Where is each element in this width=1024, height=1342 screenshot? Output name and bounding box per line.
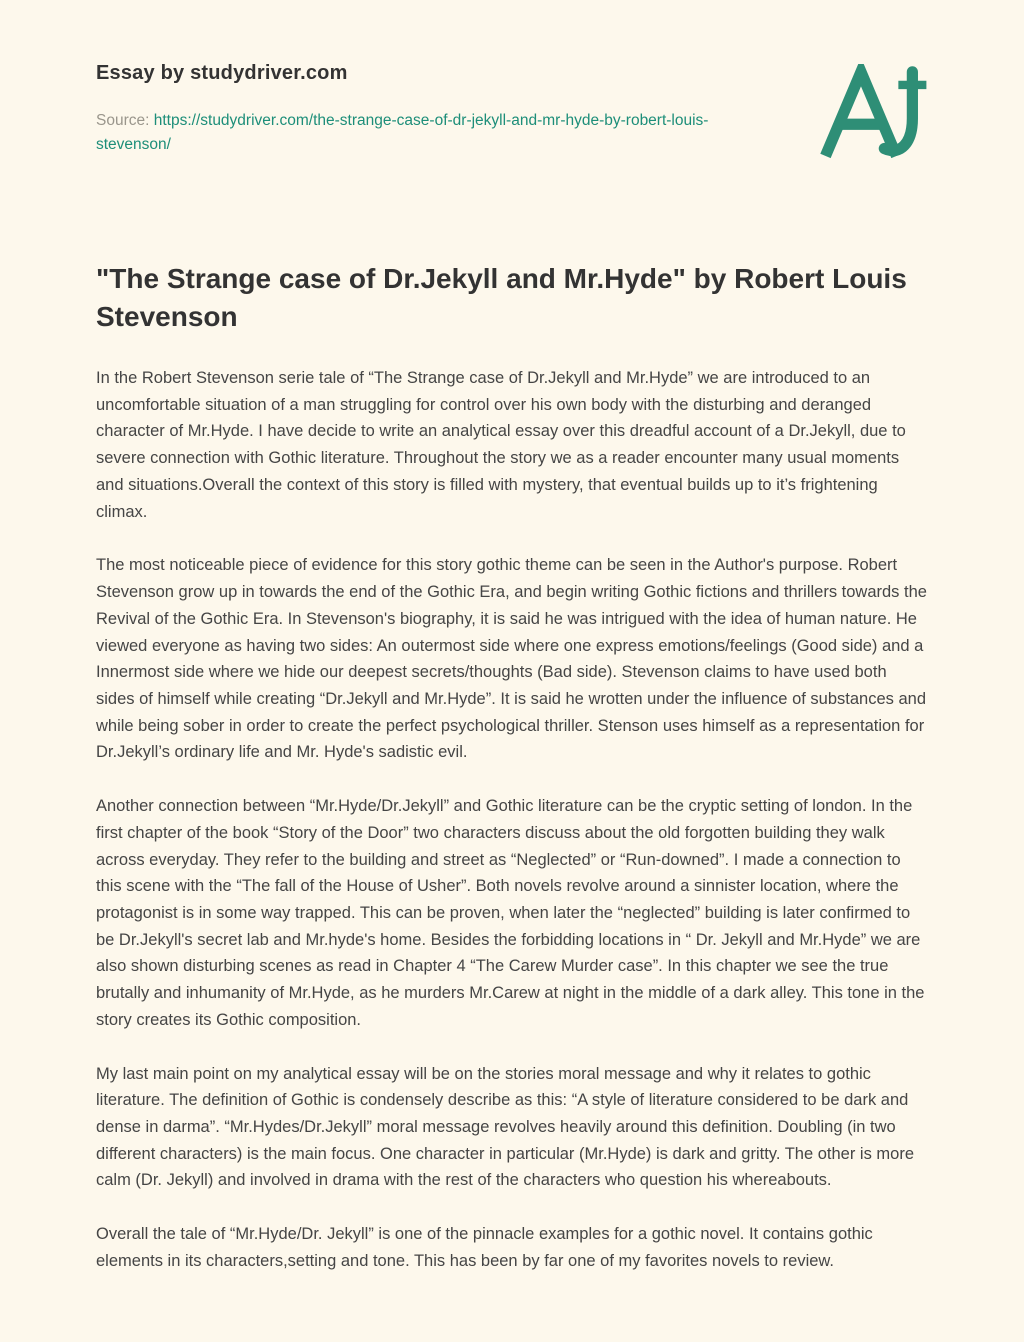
source-line [96,109,741,157]
essay-paragraph-3: Another connection between “Mr.Hyde/Dr.Jekyll” and Gothic literature can be the cryptic setting of london. In the first chapter of the book “Story of the Door” two characters discuss about the old forgotten building they walk across everyday. They refer to the building and street as “Neglected” or “Run-downed”. I made a connection to this scene with the “The fall of the House of Usher”. Both novels revolve around a sinnister location, where the protagonist is in some way trapped. This can be proven, when later the “neglected” building is later confirmed to be Dr.Jekyll's secret lab and Mr.hyde's home. Besides the forbidding locations in “ Dr. Jekyll and Mr.Hyde” we are also shown disturbing scenes as read in Chapter 4 “The Carew Murder case”. In this chapter we see the true brutally and inhumanity of Mr.Hyde, as he murders Mr.Carew at night in the middle of a dark alley. This tone in the story creates its Gothic composition. [96,797,925,1029]
header-text-block [96,62,741,157]
studydriver-logo-icon [818,64,932,162]
site-title: Essay by studydriver.com [96,62,348,84]
essay-paragraph-2: The most noticeable piece of evidence for this story gothic theme can be seen in the Author's purpose. Robert Stevenson grow up in towards the end of the Gothic Era, and begin writing Gothic fictions and thrillers towards the Revival of the Gothic Era. In Stevenson's biography, it is said he was intrigued with the idea of human nature. He viewed everyone as having two sides: An outermost side where one express emotions/feelings (Good side) and a Innermost side where we hide our deepest secrets/thoughts (Bad side). Stevenson claims to have used both sides of himself while creating “Dr.Jekyll and Mr.Hyde”. It is said he wrotten under the influence of substances and while being sober in order to create the perfect psychological thriller. Stenson uses himself as a representation for Dr.Jekyll’s ordinary life and Mr. Hyde's sadistic evil. [96,556,927,762]
page-header [96,62,928,162]
source-link[interactable]: https://studydriver.com/the-strange-case-of-dr-jekyll-and-mr-hyde-by-robert-louis-stevenson/ [96,112,709,154]
essay-paragraph-4: My last main point on my analytical essay will be on the stories moral message and why it relates to gothic literature. The definition of Gothic is condensely describe as this: “A style of literature considered to be dark and dense in darma”. “Mr.Hydes/Dr.Jekyll” moral message revolves heavily around this definition. Doubling (in two different characters) is the main focus. One character in particular (Mr.Hyde) is dark and gritty. The other is more calm (Dr. Jekyll) and involved in drama with the rest of the characters who question his whereabouts. [96,1064,914,1190]
essay-paragraph-5: Overall the tale of “Mr.Hyde/Dr. Jekyll” is one of the pinnacle examples for a gothic novel. It contains gothic elements in its characters,setting and tone. This has been by far one of my favorites novels to review. [96,1225,873,1270]
essay-body [96,260,928,1275]
source-label: Source: [96,112,150,129]
essay-title: "The Strange case of Dr.Jekyll and Mr.Hyde" by Robert Louis Stevenson [96,263,907,332]
essay-paragraph-1: In the Robert Stevenson serie tale of “The Strange case of Dr.Jekyll and Mr.Hyde” we are introduced to an uncomfortable situation of a man struggling for control over his own body with the disturbing and deranged character of Mr.Hyde. I have decide to write an analytical essay over this dreadful account of a Dr.Jekyll, due to severe connection with Gothic literature. Throughout the story we as a reader encounter many usual moments and situations.Overall the context of this story is filled with mystery, that eventual builds up to it’s frightening climax. [96,369,906,521]
